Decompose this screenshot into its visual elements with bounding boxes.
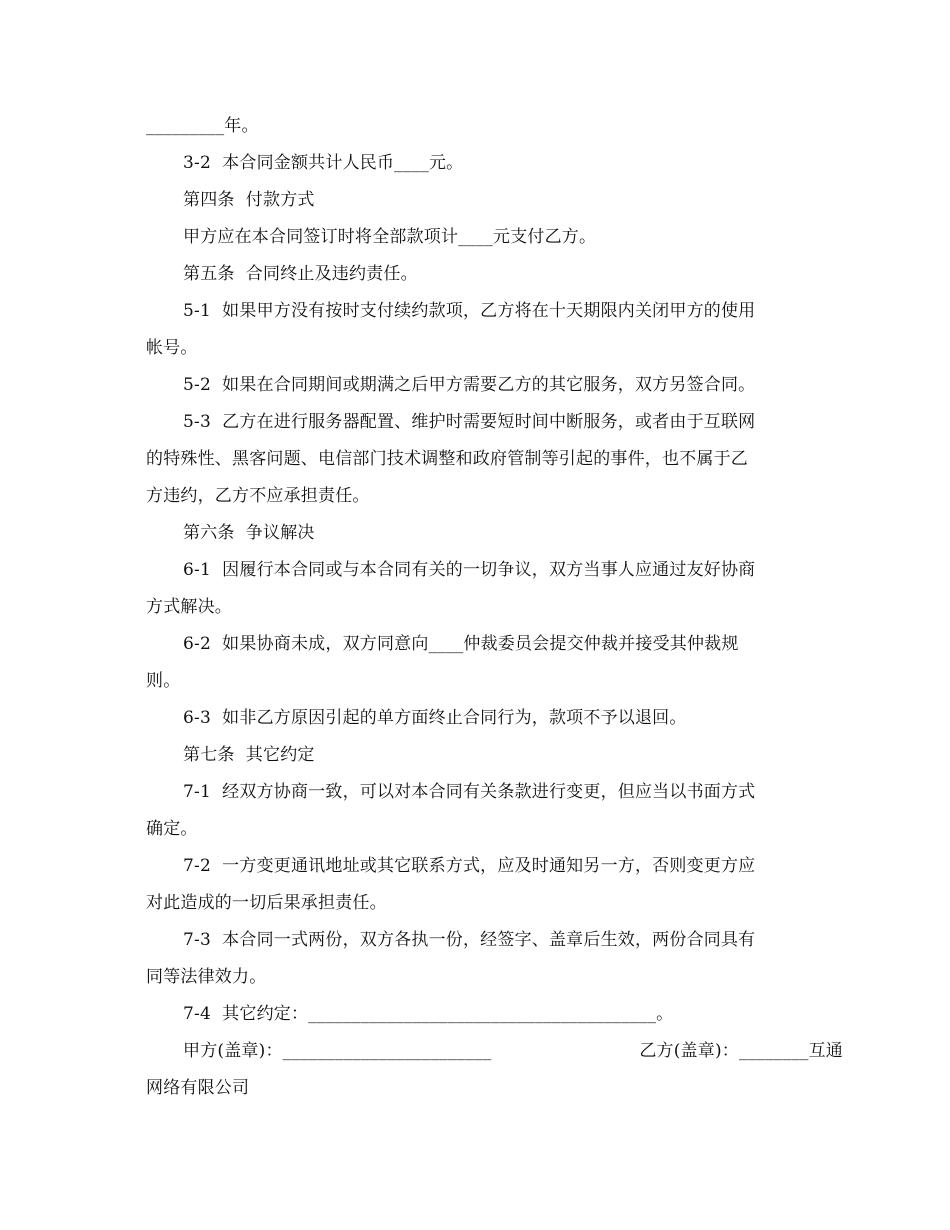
clause-5-2: 5-2 如果在合同期间或期满之后甲方需要乙方的其它服务，双方另签合同。 [183,375,756,395]
clause-7-1: 7-1 经双方协商一致，可以对本合同有关条款进行变更，但应当以书面方式 [183,782,756,802]
article-4-heading: 第四条 付款方式 [183,190,315,210]
text-line: 甲方应在本合同签订时将全部款项计____元支付乙方。 [183,227,597,247]
clause-6-1: 6-1 因履行本合同或与本合同有关的一切争议，双方当事人应通过友好协商 [183,560,756,580]
text-line: _________年。 [146,116,259,136]
clause-7-2: 7-2 一方变更通讯地址或其它联系方式，应及时通知另一方，否则变更方应 [183,856,756,876]
text-line: 同等法律效力。 [146,967,267,987]
clause-3-2: 3-2 本合同金额共计人民币____元。 [183,153,464,173]
clause-6-3: 6-3 如非乙方原因引起的单方面终止合同行为，款项不予以退回。 [183,708,687,728]
article-5-heading: 第五条 合同终止及违约责任。 [183,264,418,284]
text-line: 方违约，乙方不应承担责任。 [146,486,370,506]
text-line: 帐号。 [146,338,198,358]
text-line: 对此造成的一切后果承担责任。 [146,893,387,913]
contract-page [146,108,843,1107]
text-line: 确定。 [146,819,198,839]
clause-7-4: 7-4 其它约定：________________________________________。 [183,1004,674,1024]
party-a-signature: 甲方(盖章)：________________________ [183,1041,492,1061]
text-line: 方式解决。 [146,597,232,617]
clause-5-3: 5-3 乙方在进行服务器配置、维护时需要短时间中断服务，或者由于互联网 [183,412,756,432]
party-b-signature: 乙方(盖章)：________互通 [639,1041,843,1061]
clause-5-1: 5-1 如果甲方没有按时支付续约款项，乙方将在十天期限内关闭甲方的使用 [183,301,756,321]
clause-6-2: 6-2 如果协商未成，双方同意向____仲裁委员会提交仲裁并接受其仲裁规 [183,634,739,654]
party-b-signature-continued: 网络有限公司 [146,1078,250,1098]
text-line: 的特殊性、黑客问题、电信部门技术调整和政府管制等引起的事件，也不属于乙 [146,449,748,469]
article-6-heading: 第六条 争议解决 [183,523,315,543]
clause-7-3: 7-3 本合同一式两份，双方各执一份，经签字、盖章后生效，两份合同具有 [183,930,756,950]
article-7-heading: 第七条 其它约定 [183,745,315,765]
text-line: 则。 [146,671,181,691]
signature-row [146,1033,843,1070]
